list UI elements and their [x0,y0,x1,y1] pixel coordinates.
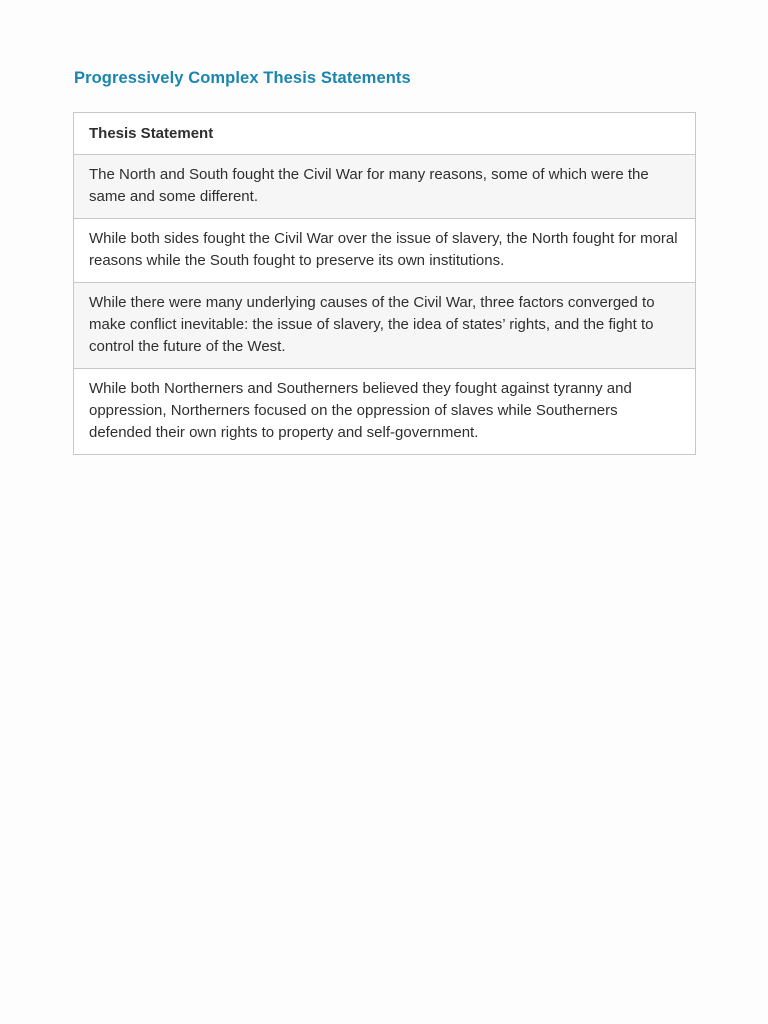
table-header-row [74,113,696,155]
table-row [74,155,696,219]
table-cell-thesis-3: While there were many underlying causes of the Civil War, three factors converged to make conflict inevitable: the issue of slavery, the idea of states’ rights, and the fight to control the future of the West. [74,283,696,369]
page-title: Progressively Complex Thesis Statements [74,69,411,87]
table-row [74,283,696,369]
column-header-thesis-statement: Thesis Statement [74,113,696,155]
table-cell-thesis-2: While both sides fought the Civil War over the issue of slavery, the North fought for moral reasons while the South fought to preserve its own institutions. [74,219,696,283]
table-header [74,113,696,155]
table-cell-thesis-4: While both Northerners and Southerners believed they fought against tyranny and oppression, Northerners focused on the oppression of slaves while Southerners defended their own rights to property and self-government. [74,369,696,455]
table-row [74,369,696,455]
table-cell-thesis-1: The North and South fought the Civil War for many reasons, some of which were the same and some different. [74,155,696,219]
table-body [74,155,696,455]
thesis-table [73,112,696,455]
table-row [74,219,696,283]
